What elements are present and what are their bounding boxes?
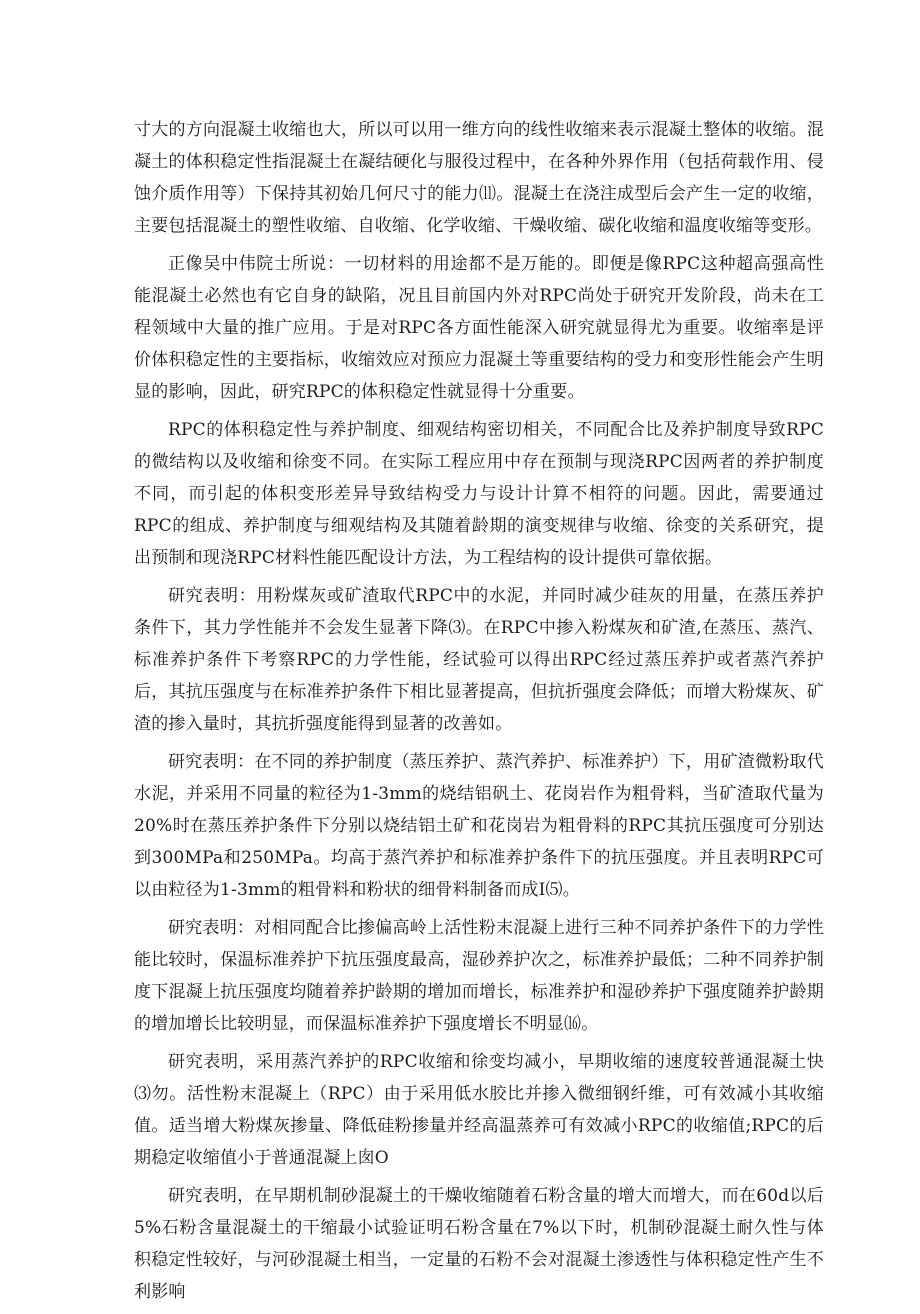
paragraph-4: 研究表明：用粉煤灰或矿渣取代RPC中的水泥，并同时减少硅灰的用量，在蒸压养护条件下，其力学性能并不会发生显著下降⑶。在RPC中掺入粉煤灰和矿渣,在蒸压、蒸汽、标准养护条件下考察RPC的力学性能，经试验可以得出RPC经过蒸压养护或者蒸汽养护后，其抗压强度与在标准养护条件下相比显著提高，但抗折强度会降低；而增大粉煤灰、矿渣的掺入量时，其抗折强度能得到显著的改善如。 [134, 586, 824, 734]
paragraph-5: 研究表明：在不同的养护制度（蒸压养护、蒸汽养护、标准养护）下，用矿渣微粉取代水泥，并采用不同量的粒径为1-3mm的烧结铝矾土、花岗岩作为粗骨料，当矿渣取代量为20%时在蒸压养护条件下分别以烧结铝土矿和花岗岩为粗骨料的RPC其抗压强度可分别达到300MPa和250MPa。均高于蒸汽养护和标准养护条件下的抗压强度。并且表明RPC可以由粒径为1-3mm的粗骨料和粉状的细骨料制备而成I⑸。 [134, 752, 824, 900]
paragraph-6: 研究表明：对相同配合比掺偏高岭上活性粉末混凝上进行三种不同养护条件下的力学性能比较时，保温标准养护下抗压强度最高，湿砂养护次之，标准养护最低；二种不同养护制度下混凝上抗压强度均随着养护龄期的增加而增长，标准养护和湿砂养护下强度随养护龄期的增加增长比较明显，而保温标准养护下强度增长不明显⒃。 [134, 918, 824, 1034]
paragraph-2: 正像吴中伟院士所说：一切材料的用途都不是万能的。即便是像RPC这种超高强高性能混凝土必然也有它自身的缺陷，况且目前国内外对RPC尚处于研究开发阶段，尚未在工程领域中大量的推广应用。于是对RPC各方面性能深入研究就显得尤为重要。收缩率是评价体积稳定性的主要指标，收缩效应对预应力混凝土等重要结构的受力和变形性能会产生明显的影响，因此，研究RPC的体积稳定性就显得十分重要。 [134, 254, 824, 402]
document-body [134, 114, 824, 1314]
paragraph-1: 寸大的方向混凝土收缩也大，所以可以用一维方向的线性收缩来表示混凝土整体的收缩。混凝土的体积稳定性指混凝土在凝结硬化与服役过程中，在各种外界作用（包括荷载作用、侵蚀介质作用等）下保持其初始几何尺寸的能力⑾。混凝土在浇注成型后会产生一定的收缩，主要包括混凝土的塑性收缩、自收缩、化学收缩、干燥收缩、碳化收缩和温度收缩等变形。 [134, 120, 824, 236]
paragraph-8: 研究表明，在早期机制砂混凝土的干燥收缩随着石粉含量的增大而增大，而在60d以后5%石粉含量混凝土的干缩最小试验证明石粉含量在7%以下时，机制砂混凝土耐久性与体积稳定性较好，与河砂混凝土相当，一定量的石粉不会对混凝土渗透性与体积稳定性产生不利影响 [134, 1186, 824, 1302]
paragraph-3: RPC的体积稳定性与养护制度、细观结构密切相关，不同配合比及养护制度导致RPC的微结构以及收缩和徐变不同。在实际工程应用中存在预制与现浇RPC因两者的养护制度不同，而引起的体积变形差异导致结构受力与设计计算不相符的问题。因此，需要通过RPC的组成、养护制度与细观结构及其随着龄期的演变规律与收缩、徐变的关系研究，提出预制和现浇RPC材料性能匹配设计方法，为工程结构的设计提供可靠依据。 [134, 420, 824, 568]
paragraph-7: 研究表明，采用蒸汽养护的RPC收缩和徐变均减小，早期收缩的速度较普通混凝土快⑶勿。活性粉末混凝上（RPC）由于采用低水胶比并掺入微细钢纤维，可有效减小其收缩值。适当增大粉煤灰掺量、降低硅粉掺量并经高温蒸养可有效减小RPC的收缩值;RPC的后期稳定收缩值小于普通混凝上囱O [134, 1052, 824, 1168]
